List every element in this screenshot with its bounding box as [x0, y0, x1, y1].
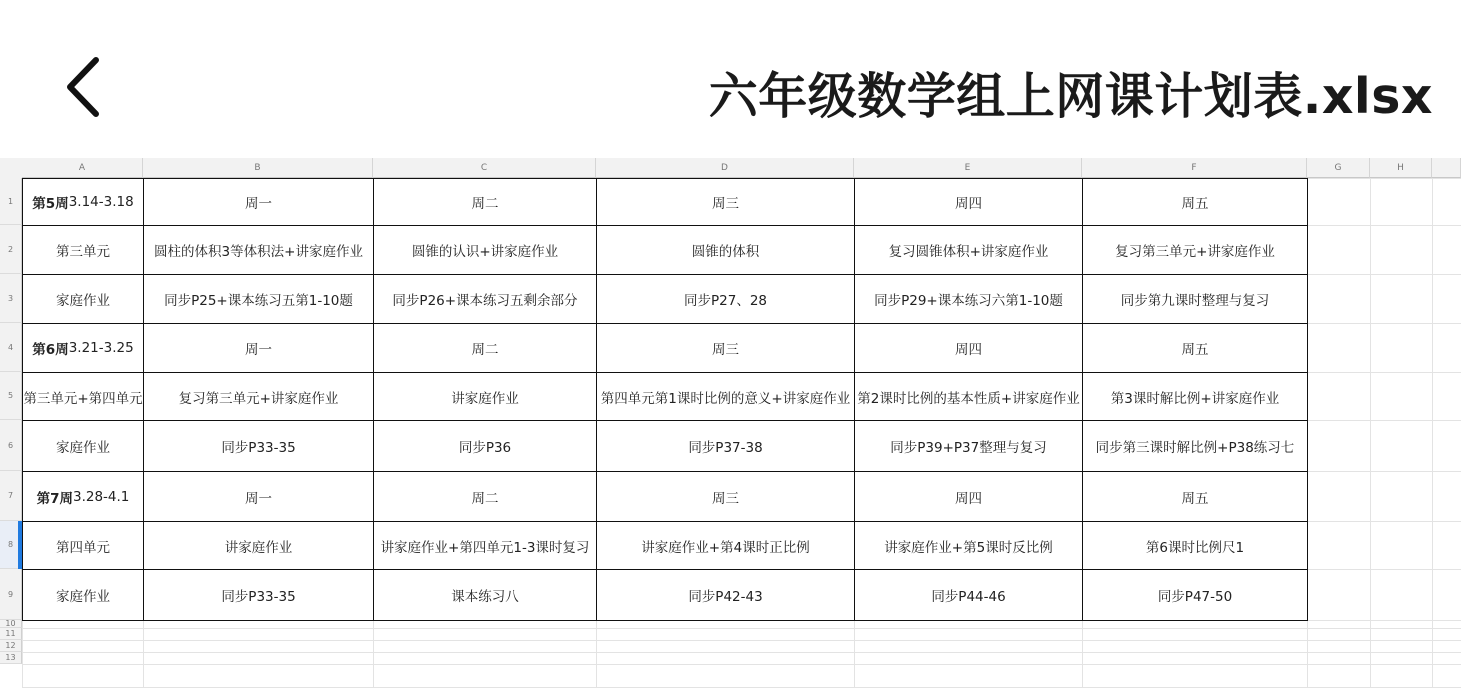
row-header-3[interactable]: 3	[0, 274, 22, 323]
app-header	[0, 0, 1461, 158]
gridline-horizontal	[22, 640, 1461, 641]
cell-text: 周三	[712, 196, 739, 212]
cell-text: 同步P26+课本练习五剩余部分	[392, 293, 578, 309]
cell-text: 圆锥的体积	[691, 244, 760, 260]
cell-e2[interactable]	[854, 225, 1083, 275]
cell-d5[interactable]	[596, 372, 855, 421]
cell-text: 讲家庭作业	[451, 390, 519, 407]
cell-text: 复习第三单元+讲家庭作业	[1115, 244, 1275, 260]
cell-text: 同步P33-35	[221, 589, 296, 605]
cell-b8[interactable]	[143, 521, 374, 570]
week-label: 第7周	[36, 490, 73, 507]
document-title: 六年级数学组上网课计划表.xlsx	[708, 68, 1433, 125]
cell-a7[interactable]	[22, 471, 144, 522]
cell-f5[interactable]	[1082, 372, 1308, 421]
cell-a8[interactable]	[22, 521, 144, 570]
cell-e8[interactable]	[854, 521, 1083, 570]
column-header-a[interactable]: A	[22, 158, 143, 178]
cell-text: 周四	[955, 196, 982, 212]
cell-f6[interactable]	[1082, 420, 1308, 472]
cell-e4[interactable]	[854, 323, 1083, 373]
row-header-6[interactable]: 6	[0, 420, 22, 471]
row-header-5[interactable]: 5	[0, 372, 22, 420]
cell-e6[interactable]	[854, 420, 1083, 472]
row-header-2[interactable]: 2	[0, 225, 22, 274]
cell-text: 周五	[1181, 490, 1209, 507]
gridline-horizontal	[22, 652, 1461, 653]
cell-text: 周一	[245, 490, 272, 507]
row-header-4[interactable]: 4	[0, 323, 22, 372]
column-header-h[interactable]: H	[1370, 158, 1432, 178]
cell-text: 家庭作业	[56, 293, 110, 309]
column-header-f[interactable]: F	[1082, 158, 1307, 178]
spreadsheet-grid[interactable]	[0, 158, 1461, 687]
cell-c2[interactable]	[373, 225, 597, 275]
cell-text: 第四单元第1课时比例的意义+讲家庭作业	[600, 390, 851, 407]
cell-e3[interactable]	[854, 274, 1083, 324]
column-header-c[interactable]: C	[373, 158, 596, 178]
cell-text: 同步P36	[458, 440, 512, 456]
cell-b3[interactable]	[143, 274, 374, 324]
week-label: 第6周	[32, 342, 69, 358]
cell-c7[interactable]	[373, 471, 597, 522]
cell-d4[interactable]	[596, 323, 855, 373]
cell-text: 同步P42-43	[688, 589, 763, 605]
cell-text: 周四	[955, 342, 982, 358]
row-header-1[interactable]: 1	[0, 178, 22, 225]
cell-text: 周四	[955, 490, 982, 507]
cell-b1[interactable]	[143, 178, 374, 226]
cell-b6[interactable]	[143, 420, 374, 472]
cell-e1[interactable]	[854, 178, 1083, 226]
cell-text: 复习第三单元+讲家庭作业	[178, 390, 339, 407]
cell-text: 圆锥的认识+讲家庭作业	[411, 244, 559, 260]
cell-c1[interactable]	[373, 178, 597, 226]
cell-text: 3.28-4.1	[73, 488, 130, 505]
cell-text: 同步P44-46	[931, 589, 1006, 605]
cell-f9[interactable]	[1082, 569, 1308, 621]
back-button[interactable]	[58, 52, 118, 122]
cell-f1[interactable]	[1082, 178, 1308, 226]
cell-f2[interactable]	[1082, 225, 1308, 275]
cell-text: 家庭作业	[56, 440, 110, 456]
column-header-b[interactable]: B	[143, 158, 373, 178]
column-header-blank	[1432, 158, 1461, 178]
cell-text: 同步P25+课本练习五第1-10题	[164, 293, 353, 309]
cell-f8[interactable]	[1082, 521, 1308, 570]
cell-text: 讲家庭作业+第4课时正比例	[641, 539, 810, 556]
cell-text: 复习圆锥体积+讲家庭作业	[888, 244, 1049, 260]
cell-a9[interactable]	[22, 569, 144, 621]
cell-f7[interactable]	[1082, 471, 1308, 522]
row-header-12[interactable]: 12	[0, 640, 22, 652]
chevron-left-icon	[58, 52, 118, 122]
cell-b2[interactable]	[143, 225, 374, 275]
cell-a6[interactable]	[22, 420, 144, 472]
row-header-8[interactable]: 8	[0, 521, 22, 569]
cell-text: 同步第九课时整理与复习	[1120, 293, 1270, 309]
select-all-corner[interactable]	[0, 158, 23, 179]
cell-text: 3.14-3.18	[68, 194, 134, 210]
cell-e5[interactable]	[854, 372, 1083, 421]
cell-text: 圆柱的体积3等体积法+讲家庭作业	[154, 244, 363, 260]
cell-c6[interactable]	[373, 420, 597, 472]
cell-text: 同步P47-50	[1157, 589, 1233, 605]
cell-d9[interactable]	[596, 569, 855, 621]
cell-text: 讲家庭作业+第5课时反比例	[884, 539, 1053, 556]
cell-text: 周三	[712, 342, 739, 358]
cell-e7[interactable]	[854, 471, 1083, 522]
cell-c5[interactable]	[373, 372, 597, 421]
cell-c8[interactable]	[373, 521, 597, 570]
cell-text: 第三单元	[56, 244, 110, 260]
cell-d8[interactable]	[596, 521, 855, 570]
cell-text: 课本练习八	[451, 589, 519, 605]
cell-b9[interactable]	[143, 569, 374, 621]
cell-text: 同步P29+课本练习六第1-10题	[874, 293, 1063, 309]
cell-text: 周一	[245, 196, 272, 212]
cell-f3[interactable]	[1082, 274, 1308, 324]
gridline-horizontal	[22, 664, 1461, 665]
cell-e9[interactable]	[854, 569, 1083, 621]
cell-text: 第6课时比例尺1	[1145, 539, 1245, 556]
cell-text: 周三	[712, 490, 739, 507]
cell-text: 周一	[245, 342, 272, 358]
cell-c4[interactable]	[373, 323, 597, 373]
cell-text: 周五	[1181, 342, 1209, 358]
row-header-9[interactable]: 9	[0, 569, 22, 620]
cell-text: 同步P39+P37整理与复习	[890, 440, 1047, 456]
gridline-horizontal	[22, 628, 1461, 629]
column-header-d[interactable]: D	[596, 158, 854, 178]
cell-d2[interactable]	[596, 225, 855, 275]
cell-text: 周二	[471, 196, 499, 212]
cell-a1[interactable]	[22, 178, 144, 226]
cell-a5[interactable]	[22, 372, 144, 421]
cell-text: 同步P37-38	[688, 440, 763, 456]
row-header-7[interactable]: 7	[0, 471, 22, 521]
cell-b7[interactable]	[143, 471, 374, 522]
cell-text: 第2课时比例的基本性质+讲家庭作业	[857, 390, 1080, 407]
cell-text: 家庭作业	[56, 589, 110, 605]
cell-b5[interactable]	[143, 372, 374, 421]
week-label: 第5周	[32, 196, 69, 212]
cell-text: 同步第三课时解比例+P38练习七	[1095, 440, 1295, 456]
cell-c9[interactable]	[373, 569, 597, 621]
cell-d7[interactable]	[596, 471, 855, 522]
cell-text: 同步P27、28	[684, 293, 767, 309]
cell-c3[interactable]	[373, 274, 597, 324]
cell-text: 第四单元	[56, 539, 110, 556]
gridline-vertical	[1370, 178, 1371, 687]
row-header-13[interactable]: 13	[0, 652, 22, 664]
gridline-vertical	[1432, 178, 1433, 687]
cell-d1[interactable]	[596, 178, 855, 226]
cell-d3[interactable]	[596, 274, 855, 324]
row-header-10[interactable]: 10	[0, 620, 22, 628]
cell-a2[interactable]	[22, 225, 144, 275]
cell-text: 周五	[1181, 196, 1209, 212]
cell-text: 第三单元+第四单元	[23, 390, 143, 407]
cell-text: 同步P33-35	[221, 440, 296, 456]
cell-text: 第3课时解比例+讲家庭作业	[1110, 390, 1280, 407]
cell-a3[interactable]	[22, 274, 144, 324]
cell-b4[interactable]	[143, 323, 374, 373]
cell-f4[interactable]	[1082, 323, 1308, 373]
cell-a4[interactable]	[22, 323, 144, 373]
cell-text: 周二	[471, 342, 499, 358]
column-header-g[interactable]: G	[1307, 158, 1370, 178]
cell-d6[interactable]	[596, 420, 855, 472]
cell-text: 周二	[471, 490, 499, 507]
cell-text: 讲家庭作业+第四单元1-3课时复习	[380, 539, 590, 556]
row-header-11[interactable]: 11	[0, 628, 22, 640]
cell-text: 讲家庭作业	[224, 539, 293, 556]
cell-text: 3.21-3.25	[68, 340, 134, 356]
column-header-e[interactable]: E	[854, 158, 1082, 178]
